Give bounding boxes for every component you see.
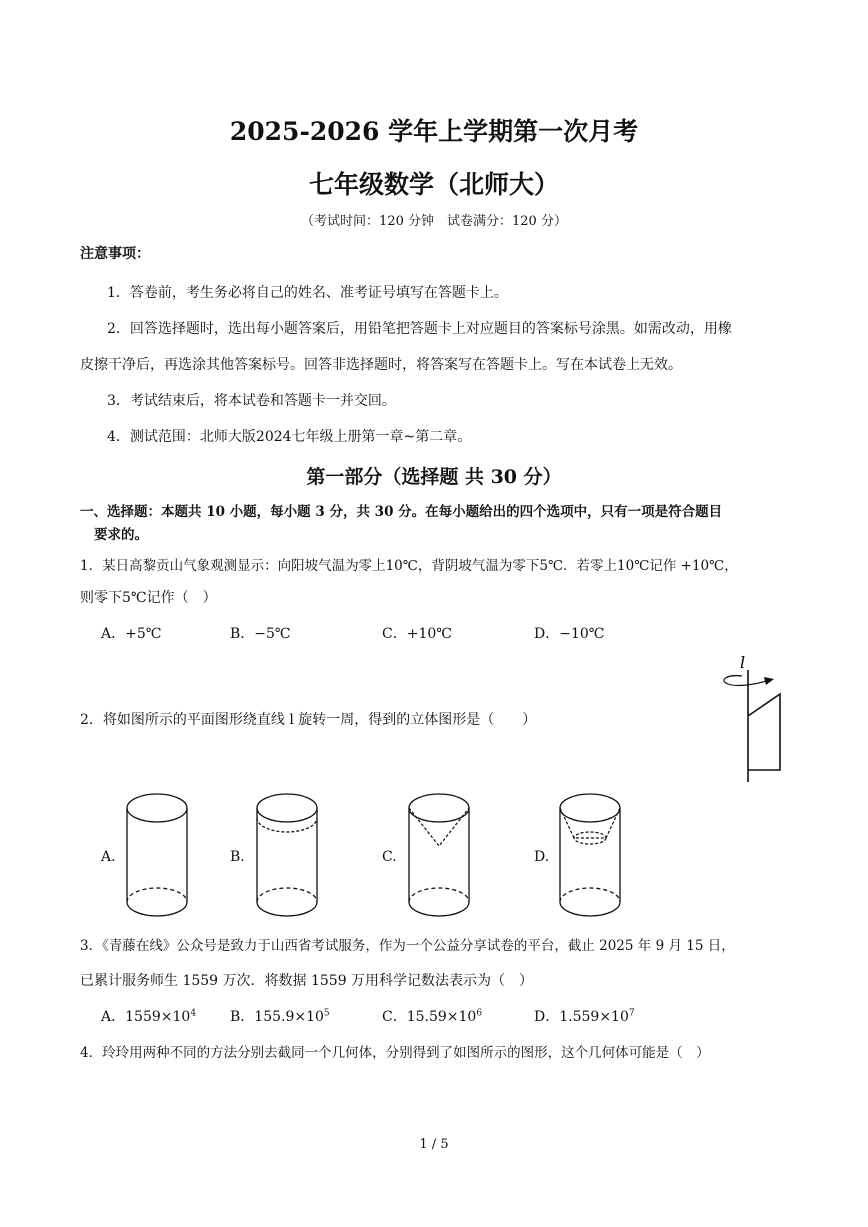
arrowhead-icon bbox=[764, 677, 774, 685]
q2-option-b-label: B. bbox=[230, 849, 245, 865]
q4-text: 4．玲玲用两种不同的方法分别去截同一个几何体，分别得到了如图所示的图形，这个几何体可能是（ ） bbox=[80, 1045, 710, 1061]
q1-option-b: B．−5℃ bbox=[230, 626, 291, 642]
q2-option-c-figure bbox=[405, 790, 479, 924]
q2-text: 2．将如图所示的平面图形绕直线 l 旋转一周，得到的立体图形是（ ） bbox=[80, 712, 537, 728]
q2-option-a-label: A. bbox=[101, 849, 116, 865]
exam-title: 2025-2026 学年上学期第一次月考 bbox=[229, 117, 639, 146]
note-item-4: 4．测试范围：北师大版2024七年级上册第一章~第二章。 bbox=[107, 429, 472, 445]
rotation-arrow-icon bbox=[724, 676, 766, 686]
trapezoid-shape bbox=[748, 694, 780, 770]
q3-option-c: C．$15.59\times 10^6$ bbox=[382, 1008, 483, 1025]
q2-option-d-figure bbox=[556, 790, 630, 924]
q2-plane-figure bbox=[710, 650, 790, 786]
q3-text-line2: 已累计服务师生 1559 万次．将数据 1559 万用科学记数法表示为（ ） bbox=[80, 973, 534, 989]
axis-label-l: l bbox=[740, 653, 746, 672]
q1-text-line1: 1．某日高黎贡山气象观测显示：向阳坡气温为零上10℃，背阴坡气温为零下5℃．若零上10℃记作 +10℃， bbox=[80, 558, 738, 574]
q2-option-b-figure bbox=[253, 790, 327, 924]
q2-option-c-label: C. bbox=[382, 849, 397, 865]
q1-text-line2: 则零下5℃记作（ ） bbox=[80, 590, 217, 606]
notes-heading: 注意事项： bbox=[80, 246, 150, 262]
note-item-3: 3．考试结束后，将本试卷和答题卡一并交回。 bbox=[107, 393, 396, 409]
note-item-2-line2: 皮擦干净后，再选涂其他答案标号。回答非选择题时，将答案写在答题卡上。写在本试卷上无效。 bbox=[80, 357, 682, 373]
note-item-1: 1．答卷前，考生务必将自己的姓名、准考证号填写在答题卡上。 bbox=[107, 285, 508, 301]
q2-option-d-label: D. bbox=[534, 849, 550, 865]
q1-option-a: A．+5℃ bbox=[101, 626, 162, 642]
q3-option-d: D．$1.559\times 10^7$ bbox=[534, 1008, 635, 1025]
q3-option-a: A．$1559\times 10^4$ bbox=[101, 1008, 197, 1025]
q3-text-line1: 3．《青藤在线》公众号是致力于山西省考试服务，作为一个公益分享试卷的平台，截止 2025 年 9 月 15 日， bbox=[80, 938, 735, 954]
q1-option-c: C．+10℃ bbox=[382, 626, 452, 642]
exam-duration-info: （考试时间：120 分钟 试卷满分：120 分） bbox=[301, 214, 567, 229]
q3-option-b: B．$155.9\times 10^5$ bbox=[230, 1008, 330, 1025]
q2-option-a-cylinder bbox=[123, 790, 197, 924]
section-instruction-line2: 要求的。 bbox=[94, 527, 148, 543]
q1-option-d: D．−10℃ bbox=[534, 626, 605, 642]
note-item-2-line1: 2．回答选择题时，选出每小题答案后，用铅笔把答题卡上对应题目的答案标号涂黑。如需改动，用橡 bbox=[107, 321, 732, 337]
exam-subject-title: 七年级数学（北师大） bbox=[308, 170, 559, 199]
page-number: 1 / 5 bbox=[419, 1137, 449, 1152]
section-title: 第一部分（选择题 共 30 分） bbox=[306, 466, 562, 488]
section-instruction-line1: 一、选择题：本题共 10 小题，每小题 3 分，共 30 分。在每小题给出的四个选项中，只有一项是符合题目 bbox=[80, 504, 723, 520]
